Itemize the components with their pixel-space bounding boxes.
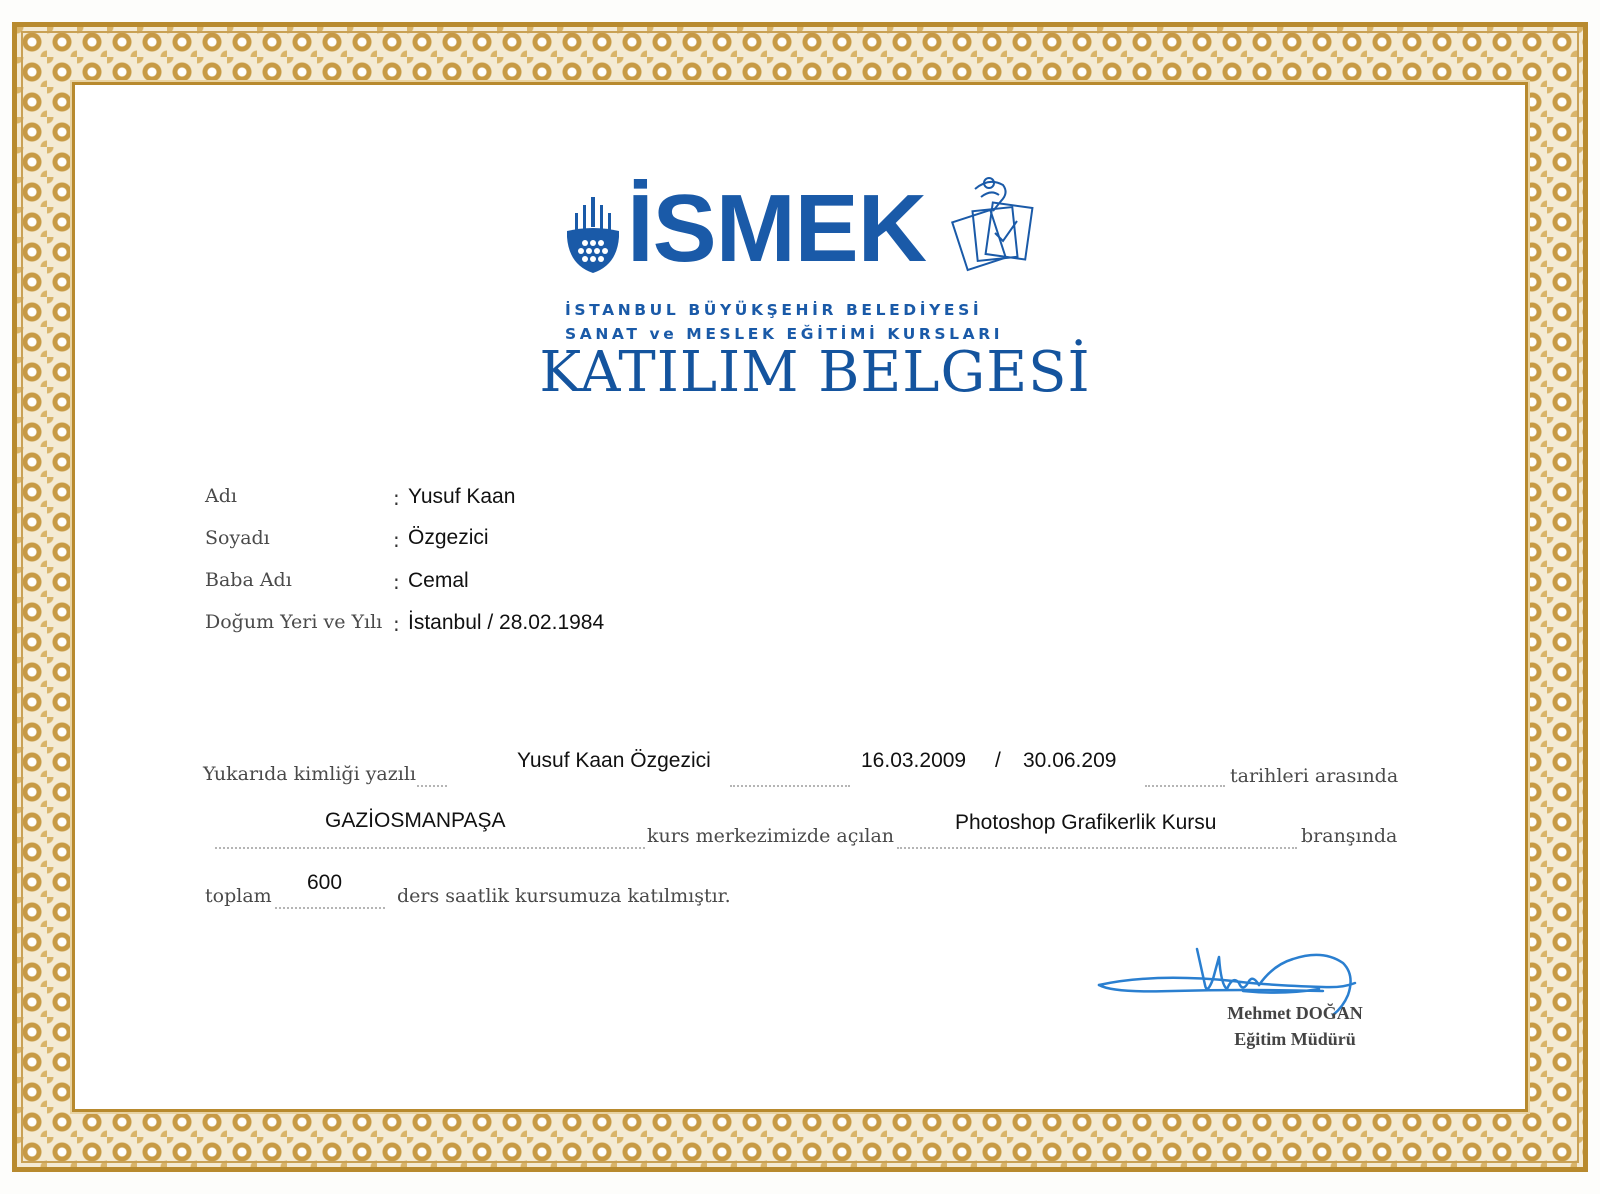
statement-full-name: Yusuf Kaan Özgezici [517, 749, 711, 772]
istanbul-emblem-icon [565, 197, 621, 275]
logo-wordmark: İSMEK [627, 175, 927, 282]
statement-course-center: GAZİOSMANPAŞA [325, 809, 506, 832]
statement-dates-suffix: tarihleri arasında [1230, 765, 1399, 787]
statement-intro: Yukarıda kimliği yazılı [203, 763, 416, 785]
certificate-title: KATILIM BELGESİ [539, 340, 1091, 405]
field-colon: : [393, 612, 400, 636]
org-name-line2: SANAT ve MESLEK EĞİTİMİ KURSLARI [565, 325, 1004, 343]
ismek-logo [565, 175, 1065, 343]
statement-hours-suffix: ders saatlik kursumuza katılmıştır. [397, 885, 731, 907]
field-value-surname: Özgezici [408, 526, 489, 549]
dotted-line [730, 785, 850, 787]
field-value-father-name: Cemal [408, 569, 469, 592]
field-colon: : [393, 570, 400, 594]
statement-start-date: 16.03.2009 [861, 749, 967, 772]
dotted-line [897, 847, 1297, 849]
org-name-line1: İSTANBUL BÜYÜKŞEHİR BELEDİYESİ [565, 301, 983, 319]
statement-course-suffix: branşında [1301, 825, 1398, 847]
statement-date-separator: / [995, 749, 1001, 772]
statement-end-date: 30.06.209 [1023, 749, 1117, 772]
statement-hours: 600 [307, 871, 343, 894]
field-value-name: Yusuf Kaan [408, 485, 516, 508]
statement-total-prefix: toplam [205, 885, 272, 907]
field-label-father-name: Baba Adı [205, 569, 292, 591]
dotted-line [275, 907, 385, 909]
field-label-surname: Soyadı [205, 527, 270, 549]
certificate-body [72, 82, 1528, 1112]
hands-drawing-icon [945, 175, 1037, 275]
statement-center-suffix: kurs merkezimizde açılan [647, 825, 895, 847]
dotted-line [215, 847, 645, 849]
field-value-birth: İstanbul / 28.02.1984 [408, 611, 605, 634]
certificate-ornamental-border [12, 22, 1588, 1172]
field-label-name: Adı [205, 485, 237, 507]
dotted-line [1145, 785, 1225, 787]
field-colon: : [393, 486, 400, 510]
statement-course-name: Photoshop Grafikerlik Kursu [955, 811, 1217, 834]
field-colon: : [393, 528, 400, 552]
dotted-line [417, 785, 447, 787]
signatory-position: Eğitim Müdürü [1234, 1029, 1356, 1049]
field-label-birth: Doğum Yeri ve Yılı [205, 611, 383, 633]
signatory-name: Mehmet DOĞAN [1227, 1003, 1363, 1023]
